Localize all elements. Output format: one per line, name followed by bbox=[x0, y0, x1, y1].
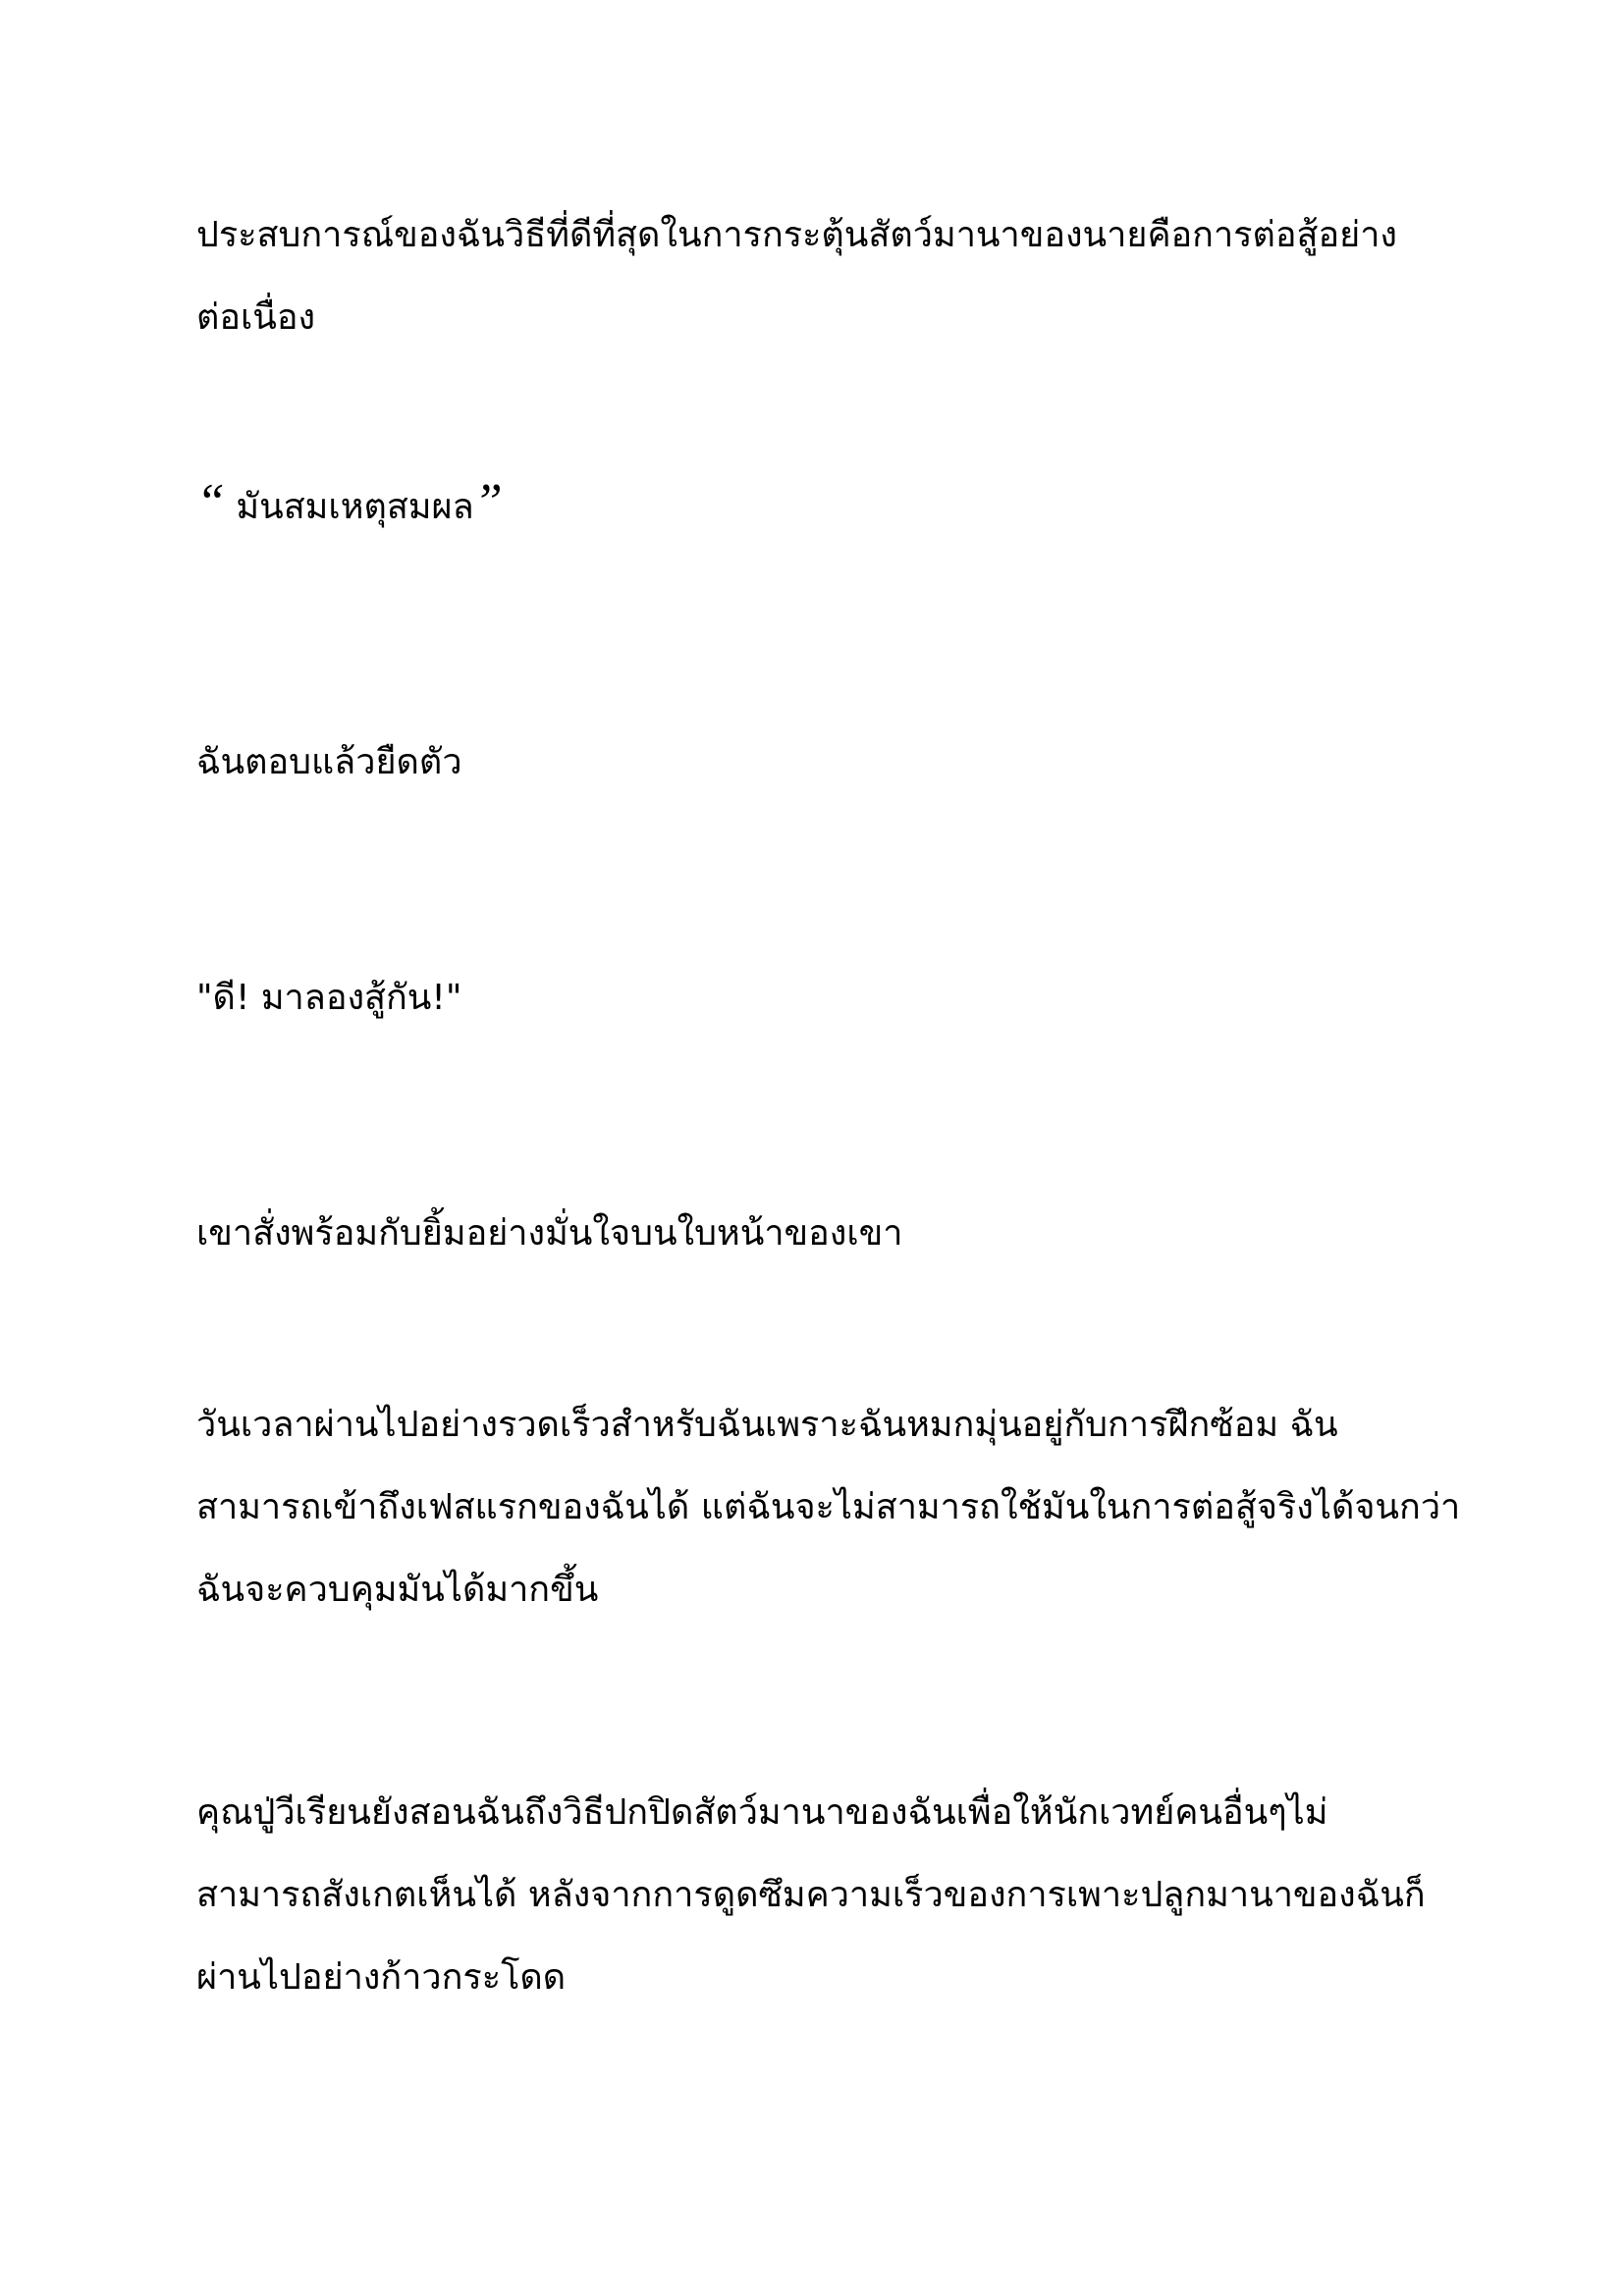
paragraph-2-dialogue bbox=[196, 461, 1434, 544]
paragraph-line: ผ่านไปอย่างก้าวกระโดด bbox=[196, 1957, 567, 1998]
close-quote-mark: ” bbox=[473, 474, 503, 530]
paragraph-6 bbox=[196, 1384, 1461, 1631]
paragraph-line: เขาสั่งพร้อมกับยิ้มอย่างมั่นใจบนใบหน้าของเขา bbox=[196, 1213, 903, 1254]
paragraph-1 bbox=[196, 194, 1434, 359]
paragraph-5 bbox=[196, 1193, 1434, 1275]
dialogue-line bbox=[196, 461, 1434, 544]
paragraph-line: สามารถเข้าถึงเฟสแรกของฉันได้ แต่ฉันจะไม่สามารถใช้มันในการต่อสู้จริงได้จนกว่า bbox=[196, 1487, 1461, 1527]
paragraph-line: คุณปู่วีเรียนยังสอนฉันถึงวิธีปกปิดสัตว์มานาของฉันเพื่อให้นักเวทย์คนอื่นๆไม่ bbox=[196, 1792, 1328, 1833]
paragraph-4-dialogue bbox=[196, 957, 1434, 1040]
paragraph-line: "ดี! มาลองสู้กัน!" bbox=[196, 978, 462, 1018]
paragraph-line: วันเวลาผ่านไปอย่างรวดเร็วสำหรับฉันเพราะฉันหมกมุ่นอยู่กับการฝึกซ้อม ฉัน bbox=[196, 1405, 1338, 1445]
dialogue-text: มันสมเหตุสมผล bbox=[224, 487, 474, 527]
paragraph-7 bbox=[196, 1772, 1434, 2019]
open-quote-mark: “ bbox=[196, 474, 225, 530]
paragraph-line: ฉันจะควบคุมมันได้มากขึ้น bbox=[196, 1570, 599, 1610]
paragraph-line: ฉันตอบแล้วยืดตัว bbox=[196, 742, 462, 782]
paragraph-line: ต่อเนื่อง bbox=[196, 297, 316, 338]
paragraph-3 bbox=[196, 721, 1434, 804]
paragraph-line: ประสบการณ์ของฉันวิธีที่ดีที่สุดในการกระตุ้นสัตว์มานาของนายคือการต่อสู้อย่าง bbox=[196, 215, 1397, 255]
paragraph-line: สามารถสังเกตเห็นได้ หลังจากการดูดซึมความเร็วของการเพาะปลูกมานาของฉันก็ bbox=[196, 1875, 1426, 1915]
